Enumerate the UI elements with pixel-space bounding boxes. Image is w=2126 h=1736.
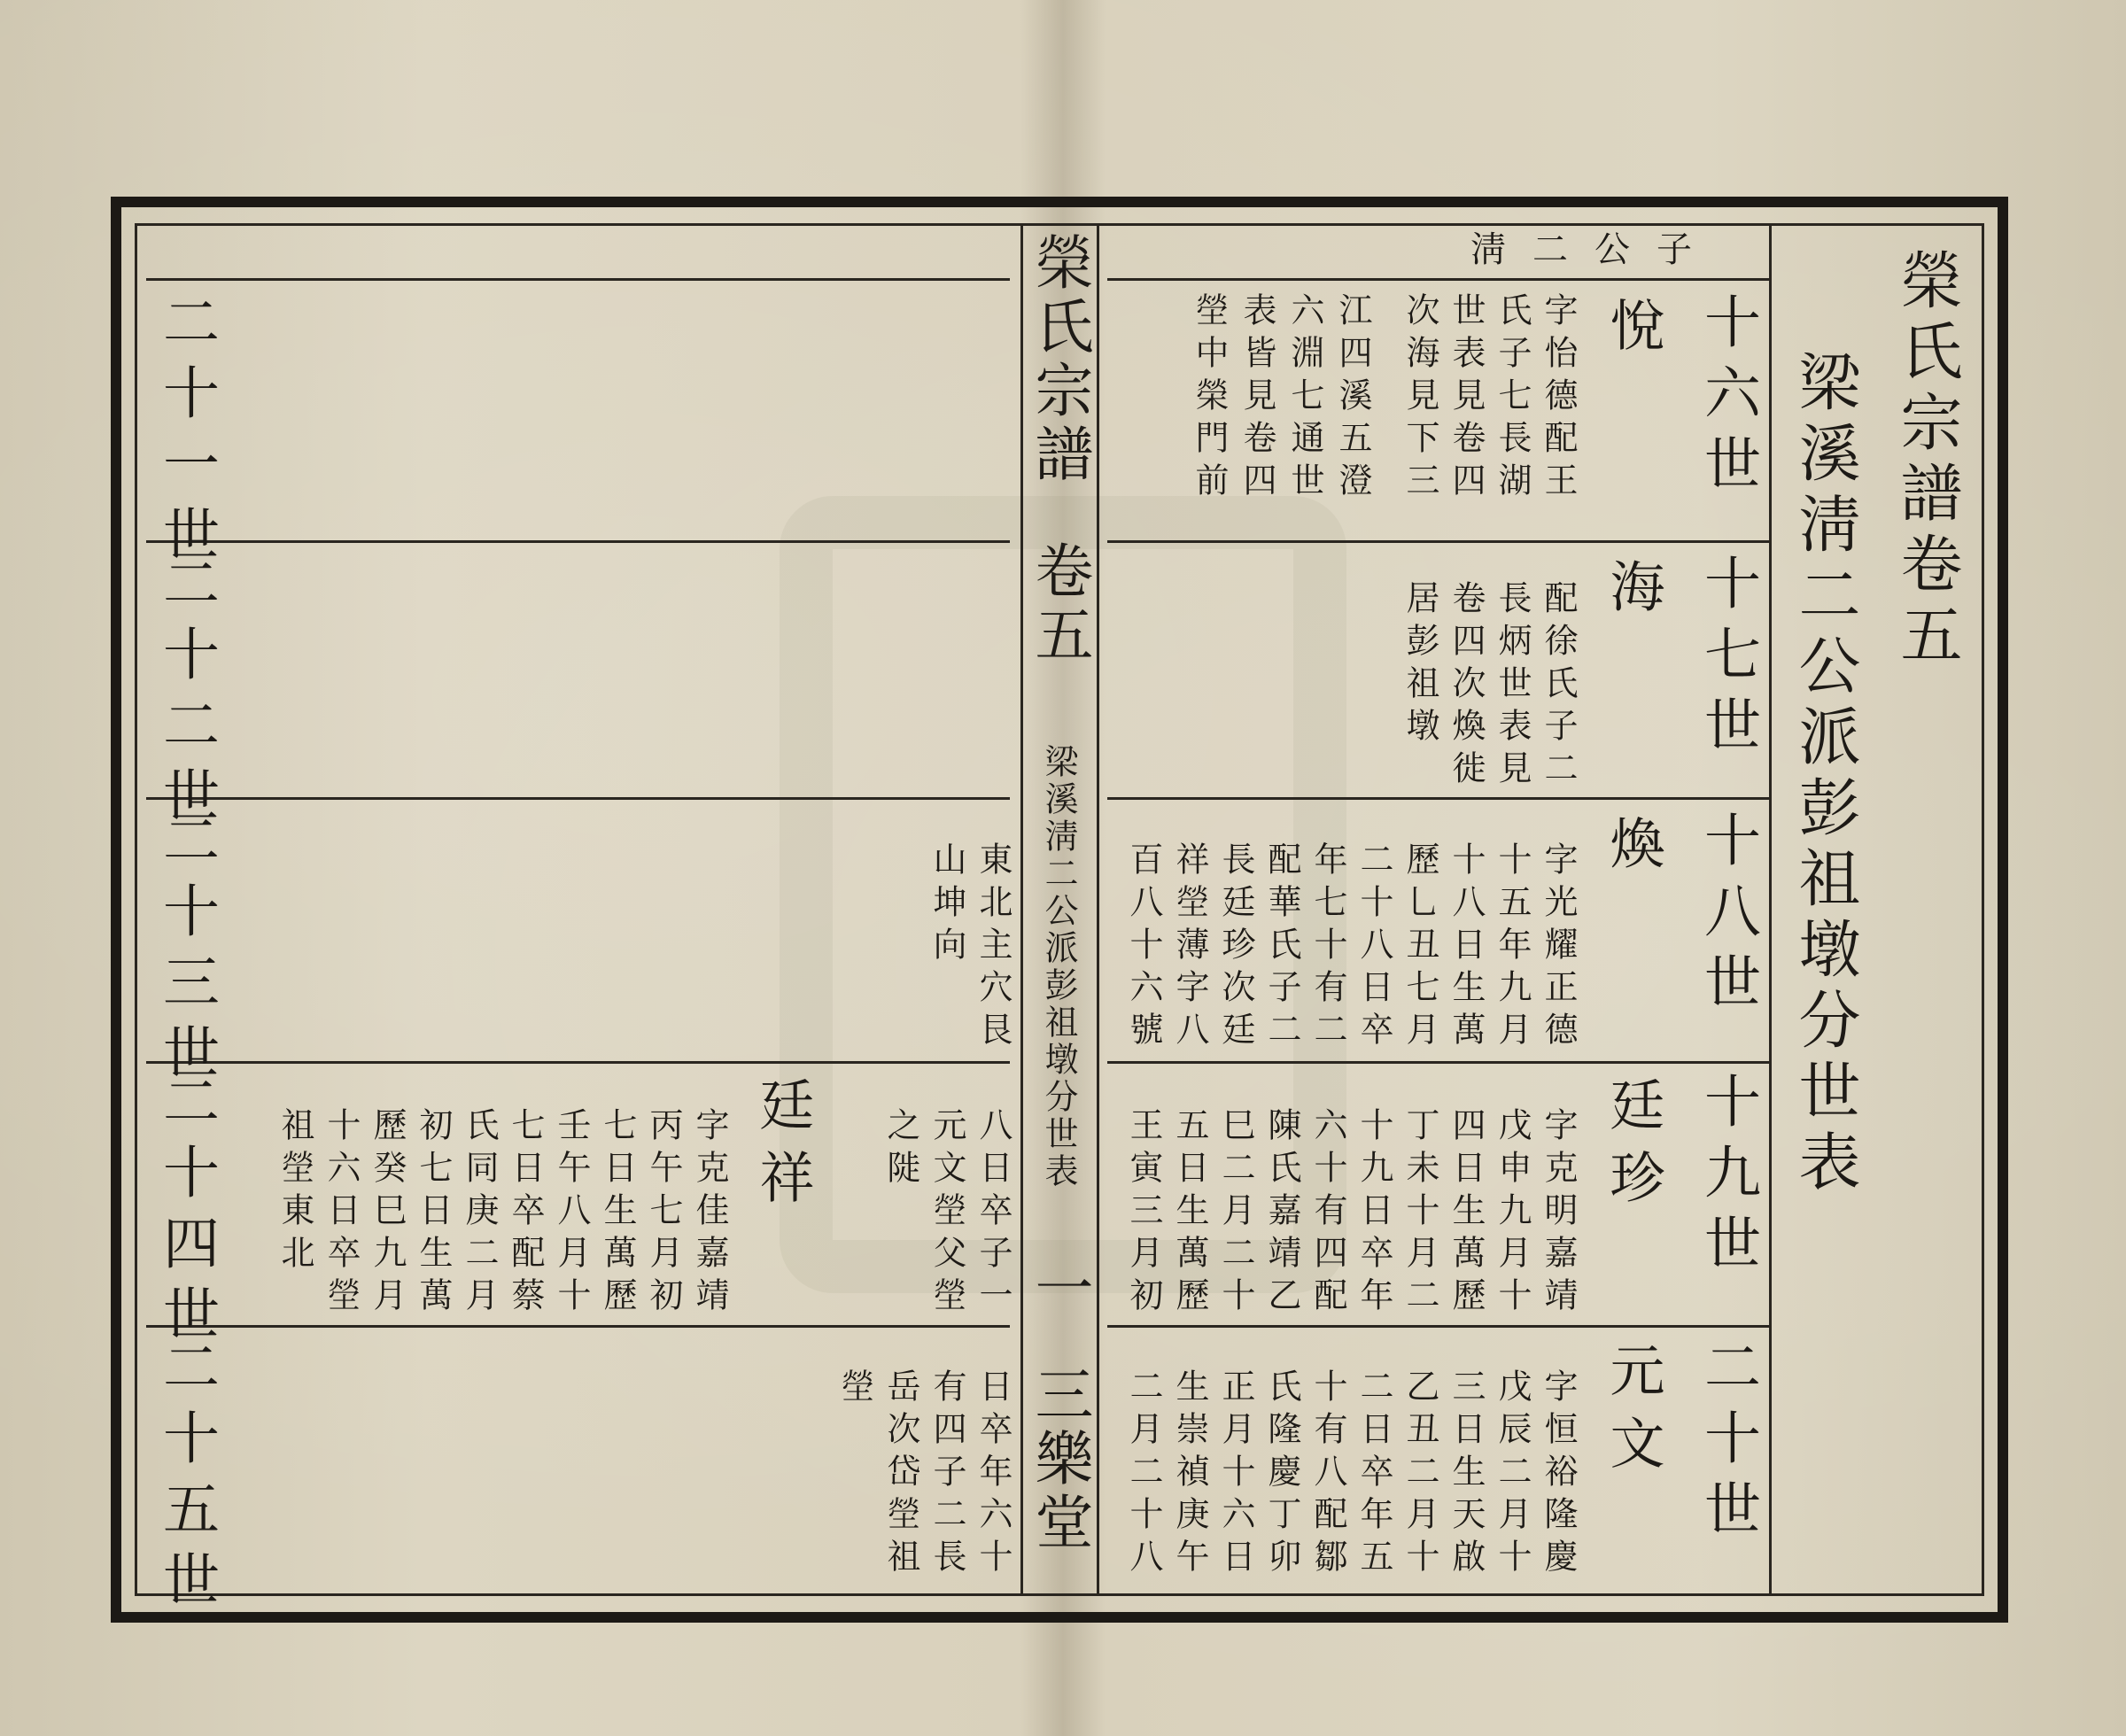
record-line: 年七十有二 xyxy=(1308,841,1347,1054)
generation-label: 二十五世 xyxy=(153,1337,219,1621)
record-line: 壬午八月十 xyxy=(552,1107,591,1320)
record-line: 八日卒子一 xyxy=(974,1107,1013,1320)
record-line: 長廷珍次廷 xyxy=(1216,841,1255,1054)
person-name: 煥 xyxy=(1601,815,1665,896)
record-line: 字克佳嘉靖 xyxy=(690,1107,729,1320)
left-row-rule-1 xyxy=(146,540,1010,543)
record-line: 十八日生萬 xyxy=(1447,841,1486,1054)
spine-hall-name: 三樂堂 xyxy=(1025,1364,1093,1555)
record-line: 七日卒配蔡 xyxy=(506,1107,545,1320)
record-line: 字怡德配王 xyxy=(1539,292,1578,505)
record-line: 字光耀正德 xyxy=(1539,841,1578,1054)
person-name: 廷祥 xyxy=(750,1076,815,1221)
record-line: 王寅三月初 xyxy=(1124,1107,1163,1320)
generation-label: 二十三世 xyxy=(153,810,219,1094)
generation-label: 十七世 xyxy=(1695,554,1760,766)
record-line: 五日生萬歷 xyxy=(1170,1107,1209,1320)
record-line: 十有八配鄒 xyxy=(1308,1368,1347,1581)
row-rule-4 xyxy=(1107,1325,1769,1328)
spine-page-number: 一 xyxy=(1025,1258,1093,1321)
record-line: 四日生萬歷 xyxy=(1447,1107,1486,1320)
record-line: 初七日生萬 xyxy=(414,1107,453,1320)
spine-volume: 卷五 xyxy=(1025,540,1093,668)
generation-label: 二十二世 xyxy=(153,554,219,837)
generation-label: 二十一世 xyxy=(153,292,219,576)
record-line: 六淵七通世 xyxy=(1285,292,1324,505)
left-row-rule-2 xyxy=(146,797,1010,800)
record-line: 世表見卷四 xyxy=(1447,292,1486,505)
spine-title: 榮氏宗譜 xyxy=(1025,232,1093,487)
generation-label: 十六世 xyxy=(1695,292,1760,505)
record-line: 六十有四配 xyxy=(1308,1107,1347,1320)
record-line: 居彭祖墩 xyxy=(1401,580,1439,750)
record-line: 塋 xyxy=(835,1368,874,1411)
spine-subtitle: 梁溪淸二公派彭祖墩分世表 xyxy=(1039,744,1078,1190)
right-table-border xyxy=(1769,223,1772,1596)
record-line: 丙午七月初 xyxy=(644,1107,683,1320)
record-line: 塋中榮門前 xyxy=(1190,292,1229,505)
record-line: 之𨺗 xyxy=(881,1107,920,1192)
record-line: 卷四次煥徙 xyxy=(1447,580,1486,793)
person-name: 廷珍 xyxy=(1601,1076,1665,1221)
record-line: 字恒裕隆慶 xyxy=(1539,1368,1578,1581)
record-line: 配華氏子二 xyxy=(1262,841,1301,1054)
record-line: 二月二十八 xyxy=(1124,1368,1163,1581)
row-rule-3 xyxy=(1107,1061,1769,1064)
record-line: 巳二月二十 xyxy=(1216,1107,1255,1320)
generation-label: 十八世 xyxy=(1695,810,1760,1023)
record-line: 氏子七長湖 xyxy=(1493,292,1532,505)
record-line: 三日生天啟 xyxy=(1447,1368,1486,1581)
spine-right-border xyxy=(1097,223,1099,1596)
record-line: 生崇禎庚午 xyxy=(1170,1368,1209,1581)
record-line: 次海見下三 xyxy=(1401,292,1439,505)
heading-rule xyxy=(1107,278,1769,281)
left-row-rule-0 xyxy=(146,278,1010,281)
spine-left-border xyxy=(1020,223,1023,1596)
record-line: 丁未十月二 xyxy=(1401,1107,1439,1320)
record-line: 歷癸巳九月 xyxy=(368,1107,407,1320)
left-row-rule-4 xyxy=(146,1325,1010,1328)
row-rule-2 xyxy=(1107,797,1769,800)
record-line: 氏隆慶丁卯 xyxy=(1262,1368,1301,1581)
record-line: 十五年九月 xyxy=(1493,841,1532,1054)
record-line: 山坤向 xyxy=(927,841,966,969)
record-line: 十九日卒年 xyxy=(1354,1107,1393,1320)
record-line: 岳次岱塋祖 xyxy=(881,1368,920,1581)
generation-label: 十九世 xyxy=(1695,1072,1760,1284)
record-line: 祥塋薄字八 xyxy=(1170,841,1209,1054)
record-line: 祖塋東北 xyxy=(275,1107,314,1277)
record-line: 正月十六日 xyxy=(1216,1368,1255,1581)
record-line: 配徐氏子二 xyxy=(1539,580,1578,793)
record-line: 元文塋父塋 xyxy=(927,1107,966,1320)
section-title: 梁溪淸二公派彭祖墩分世表 xyxy=(1788,350,1861,1200)
left-row-rule-3 xyxy=(146,1061,1010,1064)
generation-label: 二十世 xyxy=(1695,1337,1760,1550)
record-line: 長炳世表見 xyxy=(1493,580,1532,793)
record-line: 日卒年六十 xyxy=(974,1368,1013,1581)
person-name: 悅 xyxy=(1601,297,1665,378)
person-name: 元文 xyxy=(1601,1342,1665,1487)
book-title: 榮氏宗譜卷五 xyxy=(1890,248,1963,673)
record-line: 氏同庚二月 xyxy=(460,1107,499,1320)
person-name: 海 xyxy=(1601,558,1665,639)
record-line: 江四溪五澄 xyxy=(1333,292,1372,505)
record-line: 十六日卒塋 xyxy=(322,1107,361,1320)
record-line: 戊申九月十 xyxy=(1493,1107,1532,1320)
generation-label: 二十四世 xyxy=(153,1072,219,1355)
record-line: 歷乚丑七月 xyxy=(1401,841,1439,1054)
record-line: 表皆見卷四 xyxy=(1238,292,1276,505)
record-line: 字克明嘉靖 xyxy=(1539,1107,1578,1320)
record-line: 乙丑二月十 xyxy=(1401,1368,1439,1581)
record-line: 七日生萬歷 xyxy=(598,1107,637,1320)
record-line: 二日卒年五 xyxy=(1354,1368,1393,1581)
table-heading: 淸二公子 xyxy=(1470,229,1719,270)
record-line: 有四子二長 xyxy=(927,1368,966,1581)
record-line: 東北主穴艮 xyxy=(974,841,1013,1054)
record-line: 陳氏嘉靖乙 xyxy=(1262,1107,1301,1320)
record-line: 二十八日卒 xyxy=(1354,841,1393,1054)
record-line: 戊辰二月十 xyxy=(1493,1368,1532,1581)
record-line: 百八十六號 xyxy=(1124,841,1163,1054)
row-rule-1 xyxy=(1107,540,1769,543)
